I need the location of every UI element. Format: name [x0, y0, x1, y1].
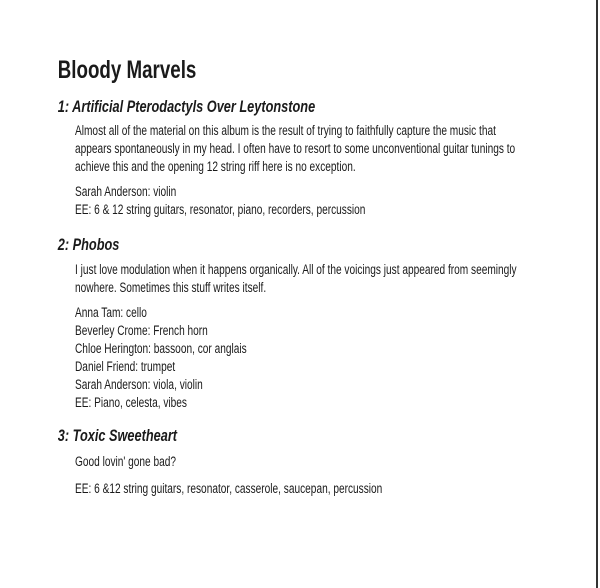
track-credits	[75, 304, 247, 412]
page-edge	[596, 0, 598, 588]
notes-line: Almost all of the material on this album is the result of trying to faithfully capture the music that	[75, 123, 496, 138]
track-notes	[75, 261, 517, 297]
credit-line: Chloe Herington: bassoon, cor anglais	[75, 341, 247, 356]
credit-line: Anna Tam: cello	[75, 305, 147, 320]
track-credits	[75, 480, 382, 498]
credit-line: Sarah Anderson: violin	[75, 184, 177, 199]
track-notes	[75, 122, 515, 176]
credit-line: Sarah Anderson: viola, violin	[75, 377, 203, 392]
notes-line: I just love modulation when it happens organically. All of the voicings just appeared from seemingly	[75, 262, 517, 277]
credit-line: Beverley Crome: French horn	[75, 323, 208, 338]
credit-line: EE: 6 & 12 string guitars, resonator, piano, recorders, percussion	[75, 202, 366, 217]
notes-line: achieve this and the opening 12 string riff here is no exception.	[75, 159, 356, 174]
track-notes	[75, 453, 176, 471]
track-heading: 2: Phobos	[57, 235, 120, 254]
album-title: Bloody Marvels	[57, 56, 197, 84]
credit-line: EE: 6 &12 string guitars, resonator, casserole, saucepan, percussion	[75, 481, 383, 496]
credit-line: Daniel Friend: trumpet	[75, 359, 176, 374]
track-heading: 1: Artificial Pterodactyls Over Leytonstone	[57, 97, 316, 116]
notes-line: Good lovin' gone bad?	[75, 454, 177, 469]
notes-line: appears spontaneously in my head. I often have to resort to some unconventional guitar tunings to	[75, 141, 516, 156]
notes-line: nowhere. Sometimes this stuff writes itself.	[75, 280, 267, 295]
credit-line: EE: Piano, celesta, vibes	[75, 395, 188, 410]
track-heading: 3: Toxic Sweetheart	[57, 426, 178, 445]
track-credits	[75, 183, 365, 219]
